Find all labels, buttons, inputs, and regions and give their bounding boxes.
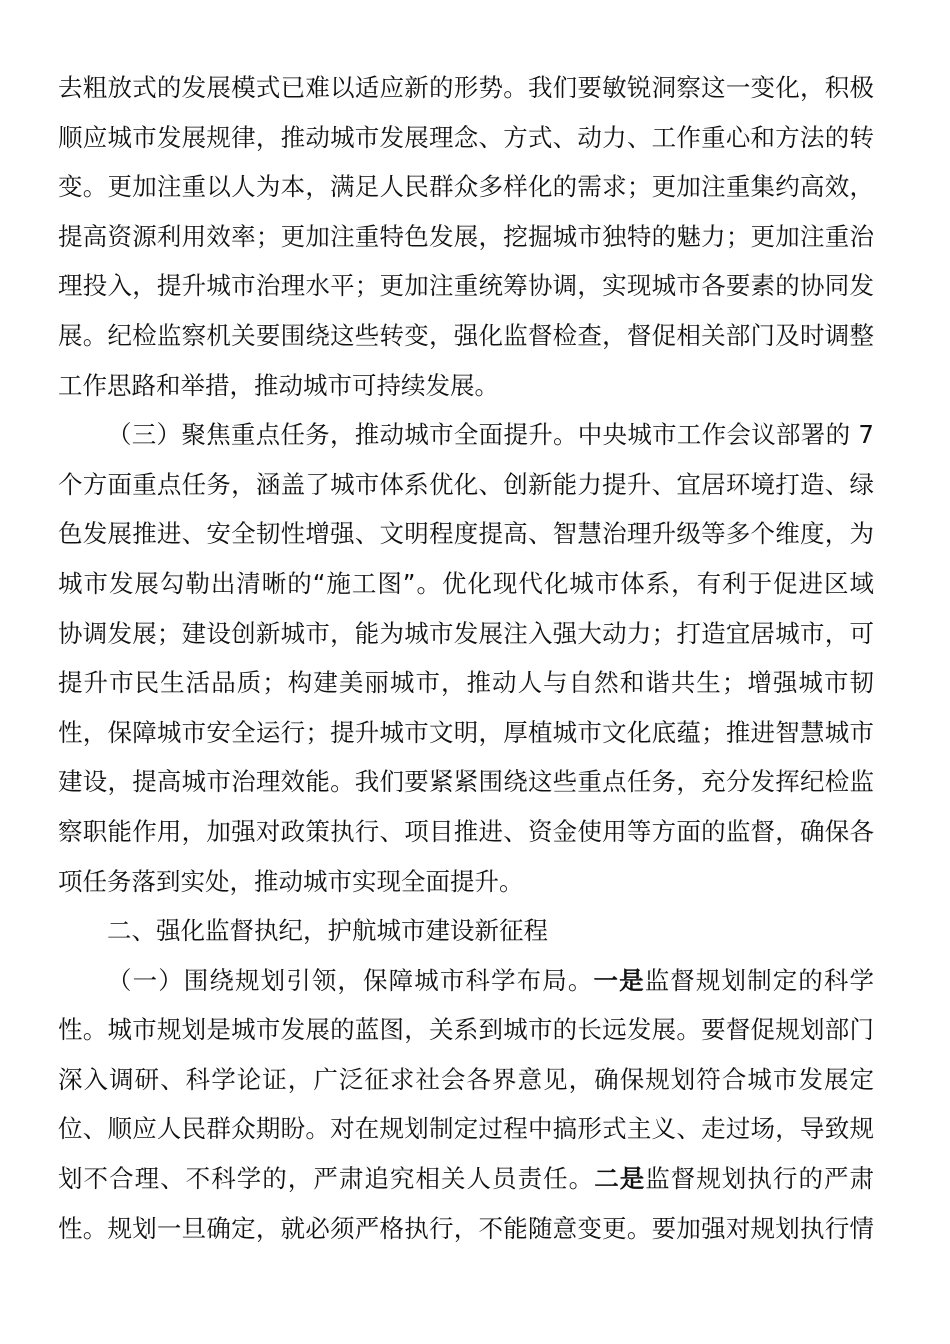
paragraph-line: 城市发展勾勒出清晰的“施工图”。优化现代化城市体系，有利于促进区域 <box>58 568 874 598</box>
paragraph-line: 变。更加注重以人为本，满足人民群众多样化的需求；更加注重集约高效， <box>58 172 874 202</box>
paragraph-line: 性。规划一旦确定，就必须严格执行，不能随意变更。要加强对规划执行情 <box>58 1213 874 1243</box>
line-text: 监督规划执行的严肃 <box>645 1164 874 1194</box>
paragraph-line: 协调发展；建设创新城市，能为城市发展注入强大动力；打造宜居城市，可 <box>58 618 874 648</box>
bold-marker: 一是 <box>593 965 645 995</box>
line-text: 监督规划制定的科学 <box>644 965 874 995</box>
paragraph-line: 建设，提高城市治理效能。我们要紧紧围绕这些重点任务，充分发挥纪检监 <box>58 767 874 797</box>
paragraph-line: 展。纪检监察机关要围绕这些转变，强化监督检查，督促相关部门及时调整 <box>58 320 874 350</box>
paragraph-line: 个方面重点任务，涵盖了城市体系优化、创新能力提升、宜居环境打造、绿 <box>58 469 874 499</box>
subsection-heading-line <box>58 956 874 1006</box>
paragraph-line: 性。城市规划是城市发展的蓝图，关系到城市的长远发展。要督促规划部门 <box>58 1015 874 1045</box>
paragraph-line: 深入调研、科学论证，广泛征求社会各界意见，确保规划符合城市发展定 <box>58 1064 874 1094</box>
paragraph-line: 性，保障城市安全运行；提升城市文明，厚植城市文化底蕴；推进智慧城市 <box>58 717 874 747</box>
paragraph-line: 提高资源利用效率；更加注重特色发展，挖掘城市独特的魅力；更加注重治 <box>58 221 874 251</box>
paragraph-line: 察职能作用，加强对政策执行、项目推进、资金使用等方面的监督，确保各 <box>58 816 874 846</box>
paragraph-line <box>58 1154 874 1204</box>
paragraph-line: 色发展推进、安全韧性增强、文明程度提高、智慧治理升级等多个维度，为 <box>58 519 874 549</box>
document-page <box>58 63 874 1253</box>
section-heading: 二、强化监督执纪，护航城市建设新征程 <box>107 916 548 946</box>
paragraph-line: 项任务落到实处，推动城市实现全面提升。 <box>58 866 524 896</box>
bold-marker: 二是 <box>594 1164 646 1194</box>
paragraph-line: 顺应城市发展规律，推动城市发展理念、方式、动力、工作重心和方法的转 <box>58 122 874 152</box>
paragraph-line: 提升市民生活品质；构建美丽城市，推动人与自然和谐共生；增强城市韧 <box>58 668 874 698</box>
paragraph-line: 去粗放式的发展模式已难以适应新的形势。我们要敏锐洞察这一变化，积极 <box>58 73 874 102</box>
paragraph-line: 位、顺应人民群众期盼。对在规划制定过程中搞形式主义、走过场，导致规 <box>58 1114 874 1144</box>
subsection-heading-line: （三）聚焦重点任务，推动城市全面提升。中央城市工作会议部署的 7 <box>107 420 874 450</box>
line-text: 划不合理、不科学的，严肃追究相关人员责任。 <box>58 1164 595 1194</box>
paragraph-line: 理投入，提升城市治理水平；更加注重统筹协调，实现城市各要素的协同发 <box>58 271 874 301</box>
paragraph-line: 工作思路和举措，推动城市可持续发展。 <box>58 370 499 400</box>
line-text: （一）围绕规划引领，保障城市科学布局。 <box>107 965 594 995</box>
